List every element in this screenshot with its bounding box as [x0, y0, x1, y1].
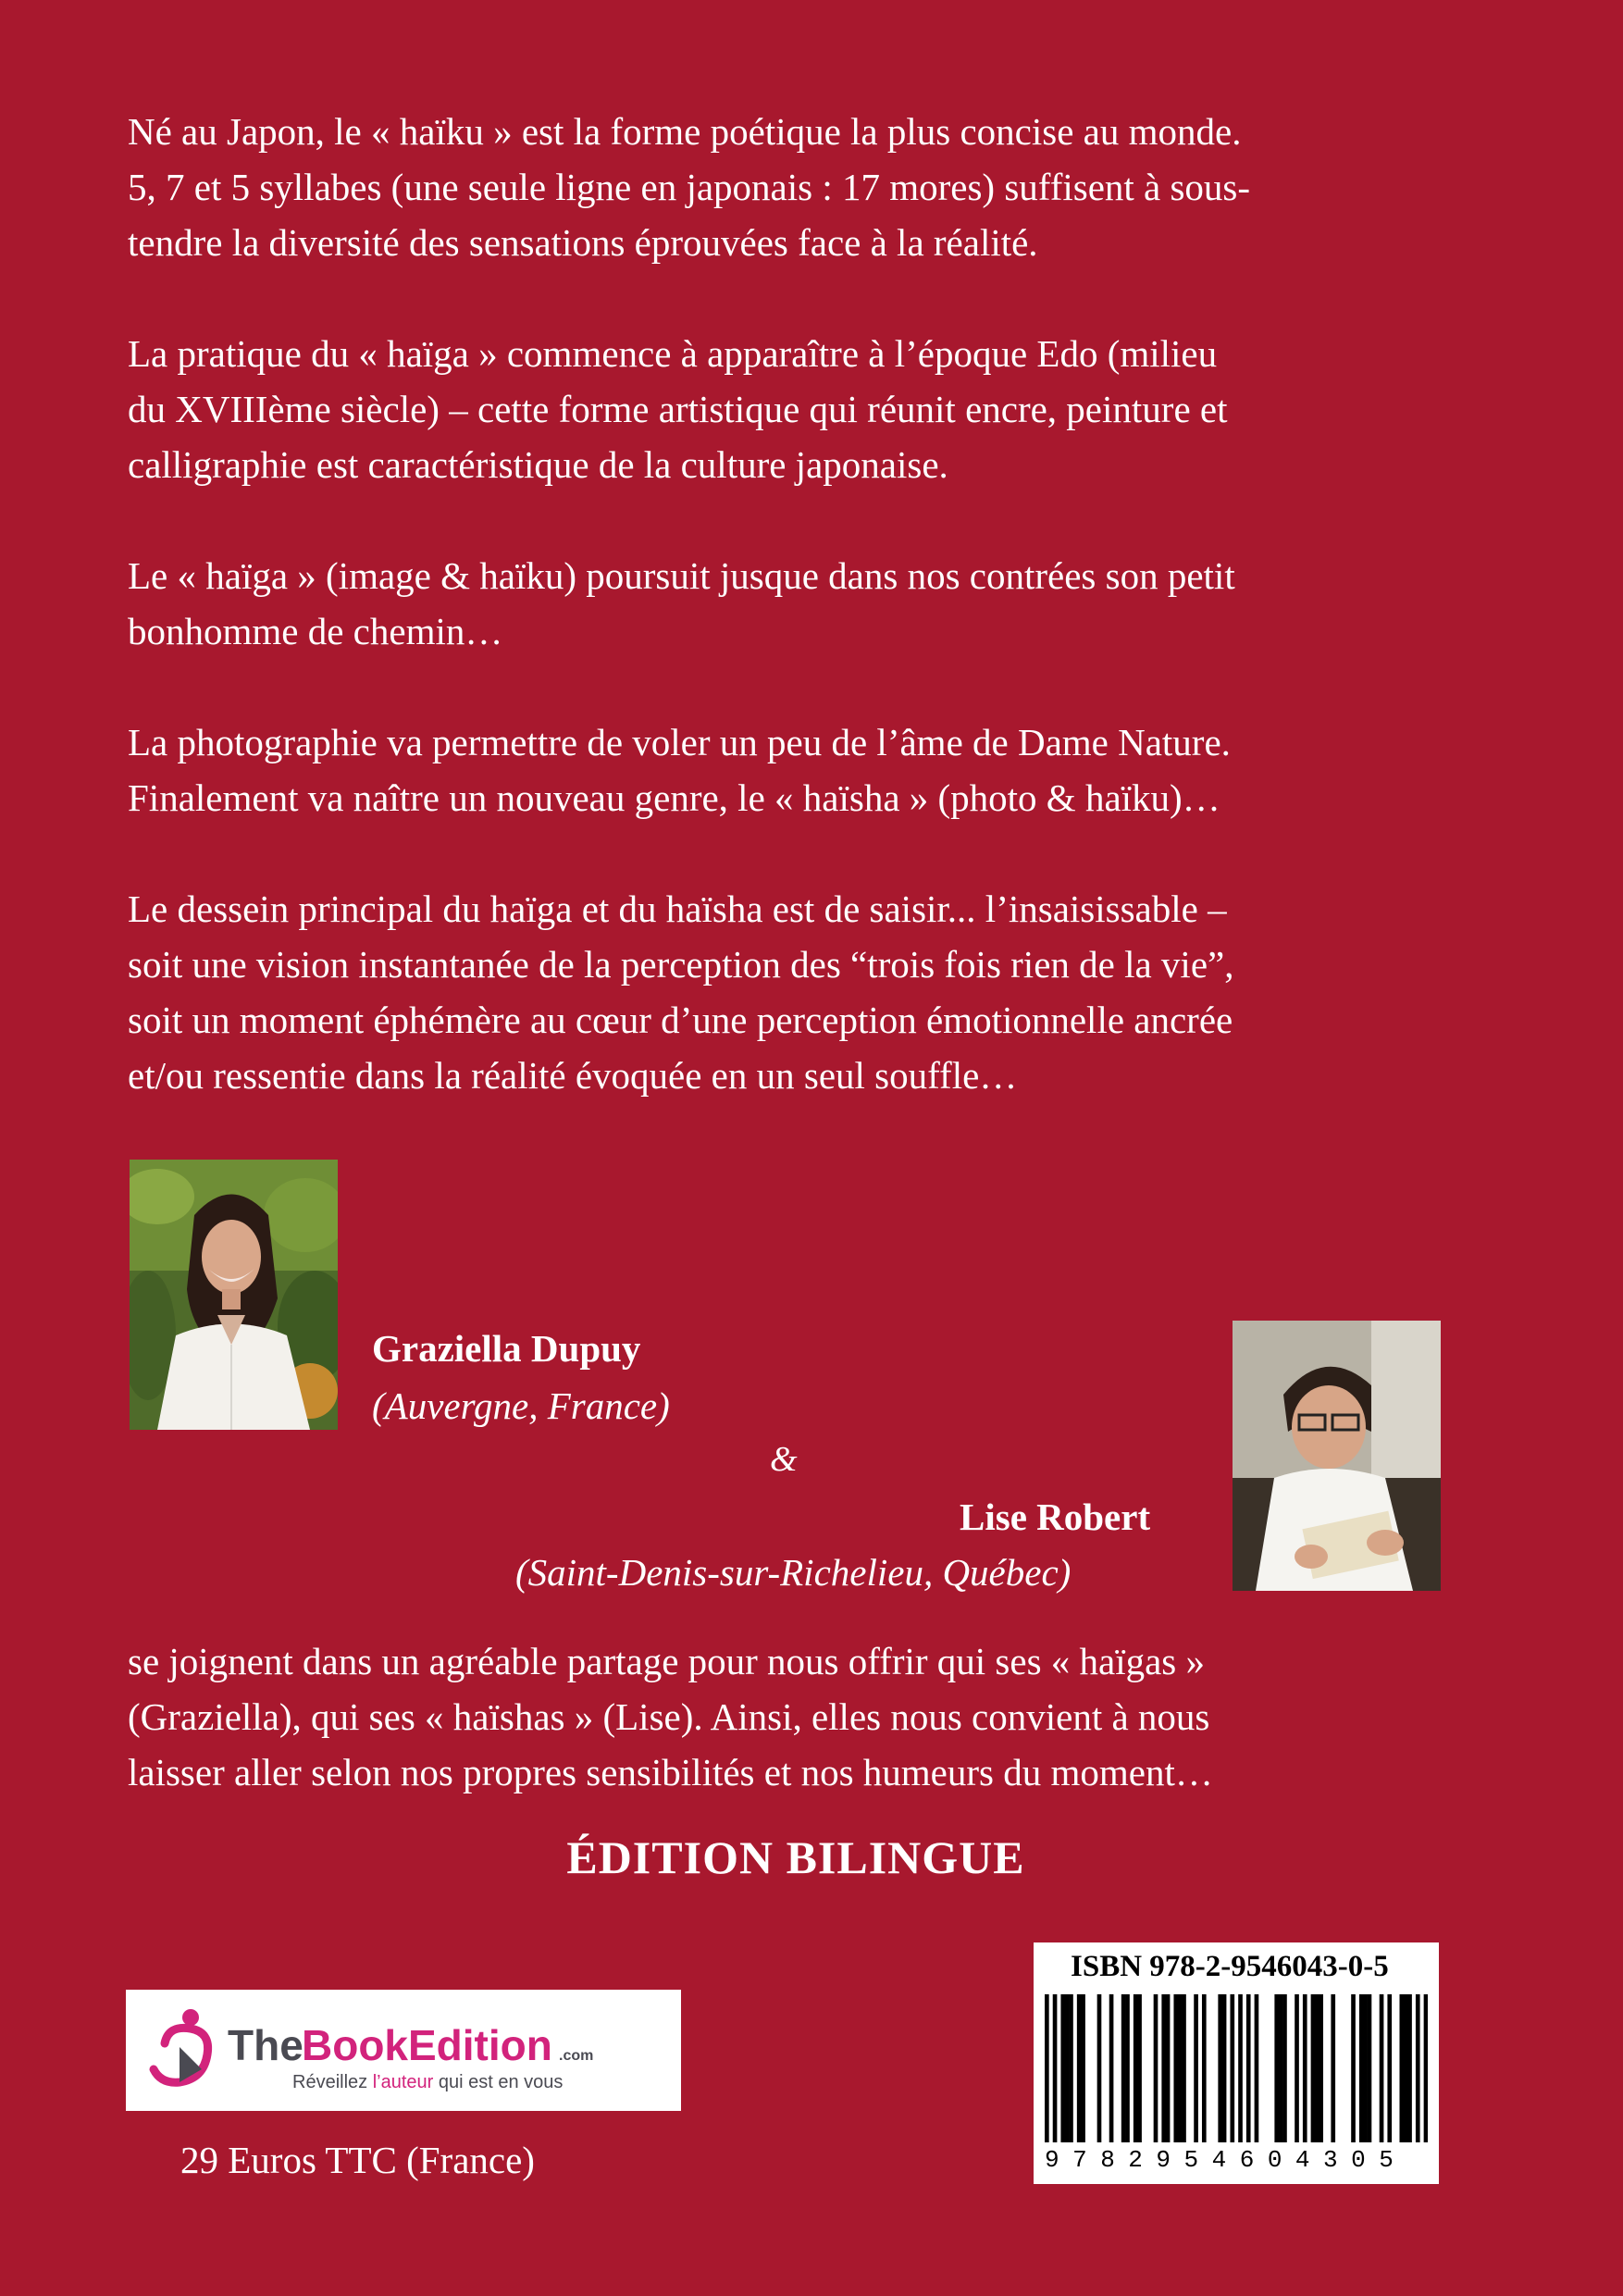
barcode-bar — [1399, 1994, 1404, 2142]
barcode-bar — [1121, 1994, 1126, 2142]
barcode-bar — [1416, 1994, 1420, 2142]
author-place-lise: (Saint-Denis-sur-Richelieu, Québec) — [515, 1551, 1072, 1594]
author-portrait-graziella-image — [130, 1160, 338, 1430]
text-line: Le dessein principal du haïga et du haïsha est de saisir... l’insaisissable – — [128, 887, 1227, 930]
barcode-bar — [1279, 1994, 1283, 2142]
barcode-bar — [1424, 1994, 1428, 2142]
barcode-bar — [1368, 1994, 1372, 2142]
isbn-barcode — [1034, 1942, 1439, 2184]
barcode-bar — [1282, 1994, 1287, 2142]
text-line: La pratique du « haïga » commence à apparaître à l’époque Edo (milieu — [128, 332, 1218, 375]
barcode-bar — [1311, 1994, 1316, 2142]
author-name-lise: Lise Robert — [960, 1496, 1151, 1538]
text-line: bonhomme de chemin… — [128, 610, 503, 652]
barcode-bar — [1053, 1994, 1058, 2142]
barcode-bar — [1351, 1994, 1356, 2142]
author-photo-graziella — [130, 1160, 338, 1430]
barcode-bar — [1387, 1994, 1392, 2142]
text-line: Né au Japon, le « haïku » est la forme poétique la plus concise au monde. — [128, 110, 1242, 153]
barcode-bar — [1161, 1994, 1166, 2142]
authors-ampersand: & — [770, 1440, 798, 1479]
publisher-name-tld: .com — [559, 2048, 594, 2064]
barcode-bar — [1173, 1994, 1178, 2142]
barcode-bar — [1315, 1994, 1319, 2142]
barcode-bar — [1202, 1994, 1207, 2142]
barcode-bar — [1230, 1994, 1234, 2142]
isbn-label: ISBN 978-2-9546043-0-5 — [1071, 1950, 1389, 1983]
barcode-bar — [1363, 1994, 1368, 2142]
barcode-bar — [1081, 1994, 1085, 2142]
barcode-bar — [1154, 1994, 1158, 2142]
paragraph-purpose — [128, 881, 1497, 1103]
barcode-bars — [1045, 1994, 1428, 2142]
barcode-bar — [1218, 1994, 1222, 2142]
price-label: 29 Euros TTC (France) — [180, 2139, 535, 2181]
text-line: laisser aller selon nos propres sensibilités et nos humeurs du moment… — [128, 1751, 1213, 1793]
paragraph-haiga-history — [128, 326, 1497, 492]
barcode-bar — [1109, 1994, 1114, 2142]
author-portrait-lise-image — [1233, 1321, 1441, 1591]
barcode-bar — [1274, 1994, 1279, 2142]
text-line: La photographie va permettre de voler un peu de l’âme de Dame Nature. — [128, 721, 1231, 763]
text-line: tendre la diversité des sensations éprouvées face à la réalité. — [128, 221, 1038, 264]
paragraph-haiga-path — [128, 548, 1497, 659]
text-line: et/ou ressentie dans la réalité évoquée en un seul souffle… — [128, 1054, 1018, 1097]
barcode-bar — [1295, 1994, 1299, 2142]
publisher-logo — [126, 1990, 681, 2111]
barcode-bar — [1380, 1994, 1384, 2142]
barcode-bar — [1134, 1994, 1138, 2142]
barcode-bar — [1407, 1994, 1412, 2142]
barcode-bar — [1166, 1994, 1171, 2142]
author-name-graziella: Graziella Dupuy — [372, 1327, 641, 1370]
barcode-bar — [1045, 1994, 1049, 2142]
barcode-bar — [1255, 1994, 1259, 2142]
barcode-bar — [1060, 1994, 1065, 2142]
text-line: du XVIIIème siècle) – cette forme artistique qui réunit encre, peinture et — [128, 388, 1228, 430]
edition-heading: ÉDITION BILINGUE — [566, 1831, 1025, 1883]
publisher-figure-icon — [154, 2009, 208, 2082]
barcode-digits: 9782954604305 — [1045, 2146, 1407, 2174]
barcode-bar — [1125, 1994, 1130, 2142]
author-photo-lise — [1233, 1321, 1441, 1591]
barcode-bar — [1303, 1994, 1307, 2142]
barcode-bar — [1065, 1994, 1070, 2142]
text-line: se joignent dans un agréable partage pour nous offrir qui ses « haïgas » — [128, 1640, 1206, 1682]
barcode-bar — [1069, 1994, 1073, 2142]
publisher-name-the: The — [228, 2021, 304, 2069]
text-line: calligraphie est caractéristique de la culture japonaise. — [128, 443, 948, 486]
publisher-logo-image — [126, 1990, 681, 2111]
barcode-bar — [1097, 1994, 1102, 2142]
barcode-bar — [1137, 1994, 1142, 2142]
barcode-bar — [1246, 1994, 1251, 2142]
text-line: (Graziella), qui ses « haïshas » (Lise). Ainsi, elles nous convient à nous — [128, 1695, 1210, 1738]
paragraph-haisha — [128, 714, 1497, 825]
intro-paragraph-haiku — [128, 104, 1497, 270]
barcode-bar — [1238, 1994, 1243, 2142]
closing-paragraph — [128, 1633, 1497, 1800]
text-line: Le « haïga » (image & haïku) poursuit jusque dans nos contrées son petit — [128, 554, 1235, 597]
text-line: 5, 7 et 5 syllabes (une seule ligne en japonais : 17 mores) suffisent à sous- — [128, 166, 1251, 208]
barcode-bar — [1404, 1994, 1408, 2142]
author-place-graziella: (Auvergne, France) — [372, 1384, 670, 1427]
text-line: soit une vision instantanée de la perception des “trois fois rien de la vie”, — [128, 943, 1234, 986]
barcode-bar — [1182, 1994, 1186, 2142]
publisher-slogan: Réveillez l’auteur qui est en vous — [292, 2072, 564, 2092]
text-line: soit un moment éphémère au cœur d’une perception émotionnelle ancrée — [128, 999, 1233, 1041]
barcode-bar — [1178, 1994, 1183, 2142]
publisher-name-book: BookEdition — [302, 2021, 552, 2069]
barcode-bar — [1319, 1994, 1323, 2142]
text-line: Finalement va naître un nouveau genre, le « haïsha » (photo & haïku)… — [128, 776, 1220, 819]
barcode-bar — [1331, 1994, 1335, 2142]
barcode-bar — [1077, 1994, 1082, 2142]
barcode-bar — [1359, 1994, 1364, 2142]
barcode-bar — [1222, 1994, 1227, 2142]
barcode-bar — [1194, 1994, 1198, 2142]
